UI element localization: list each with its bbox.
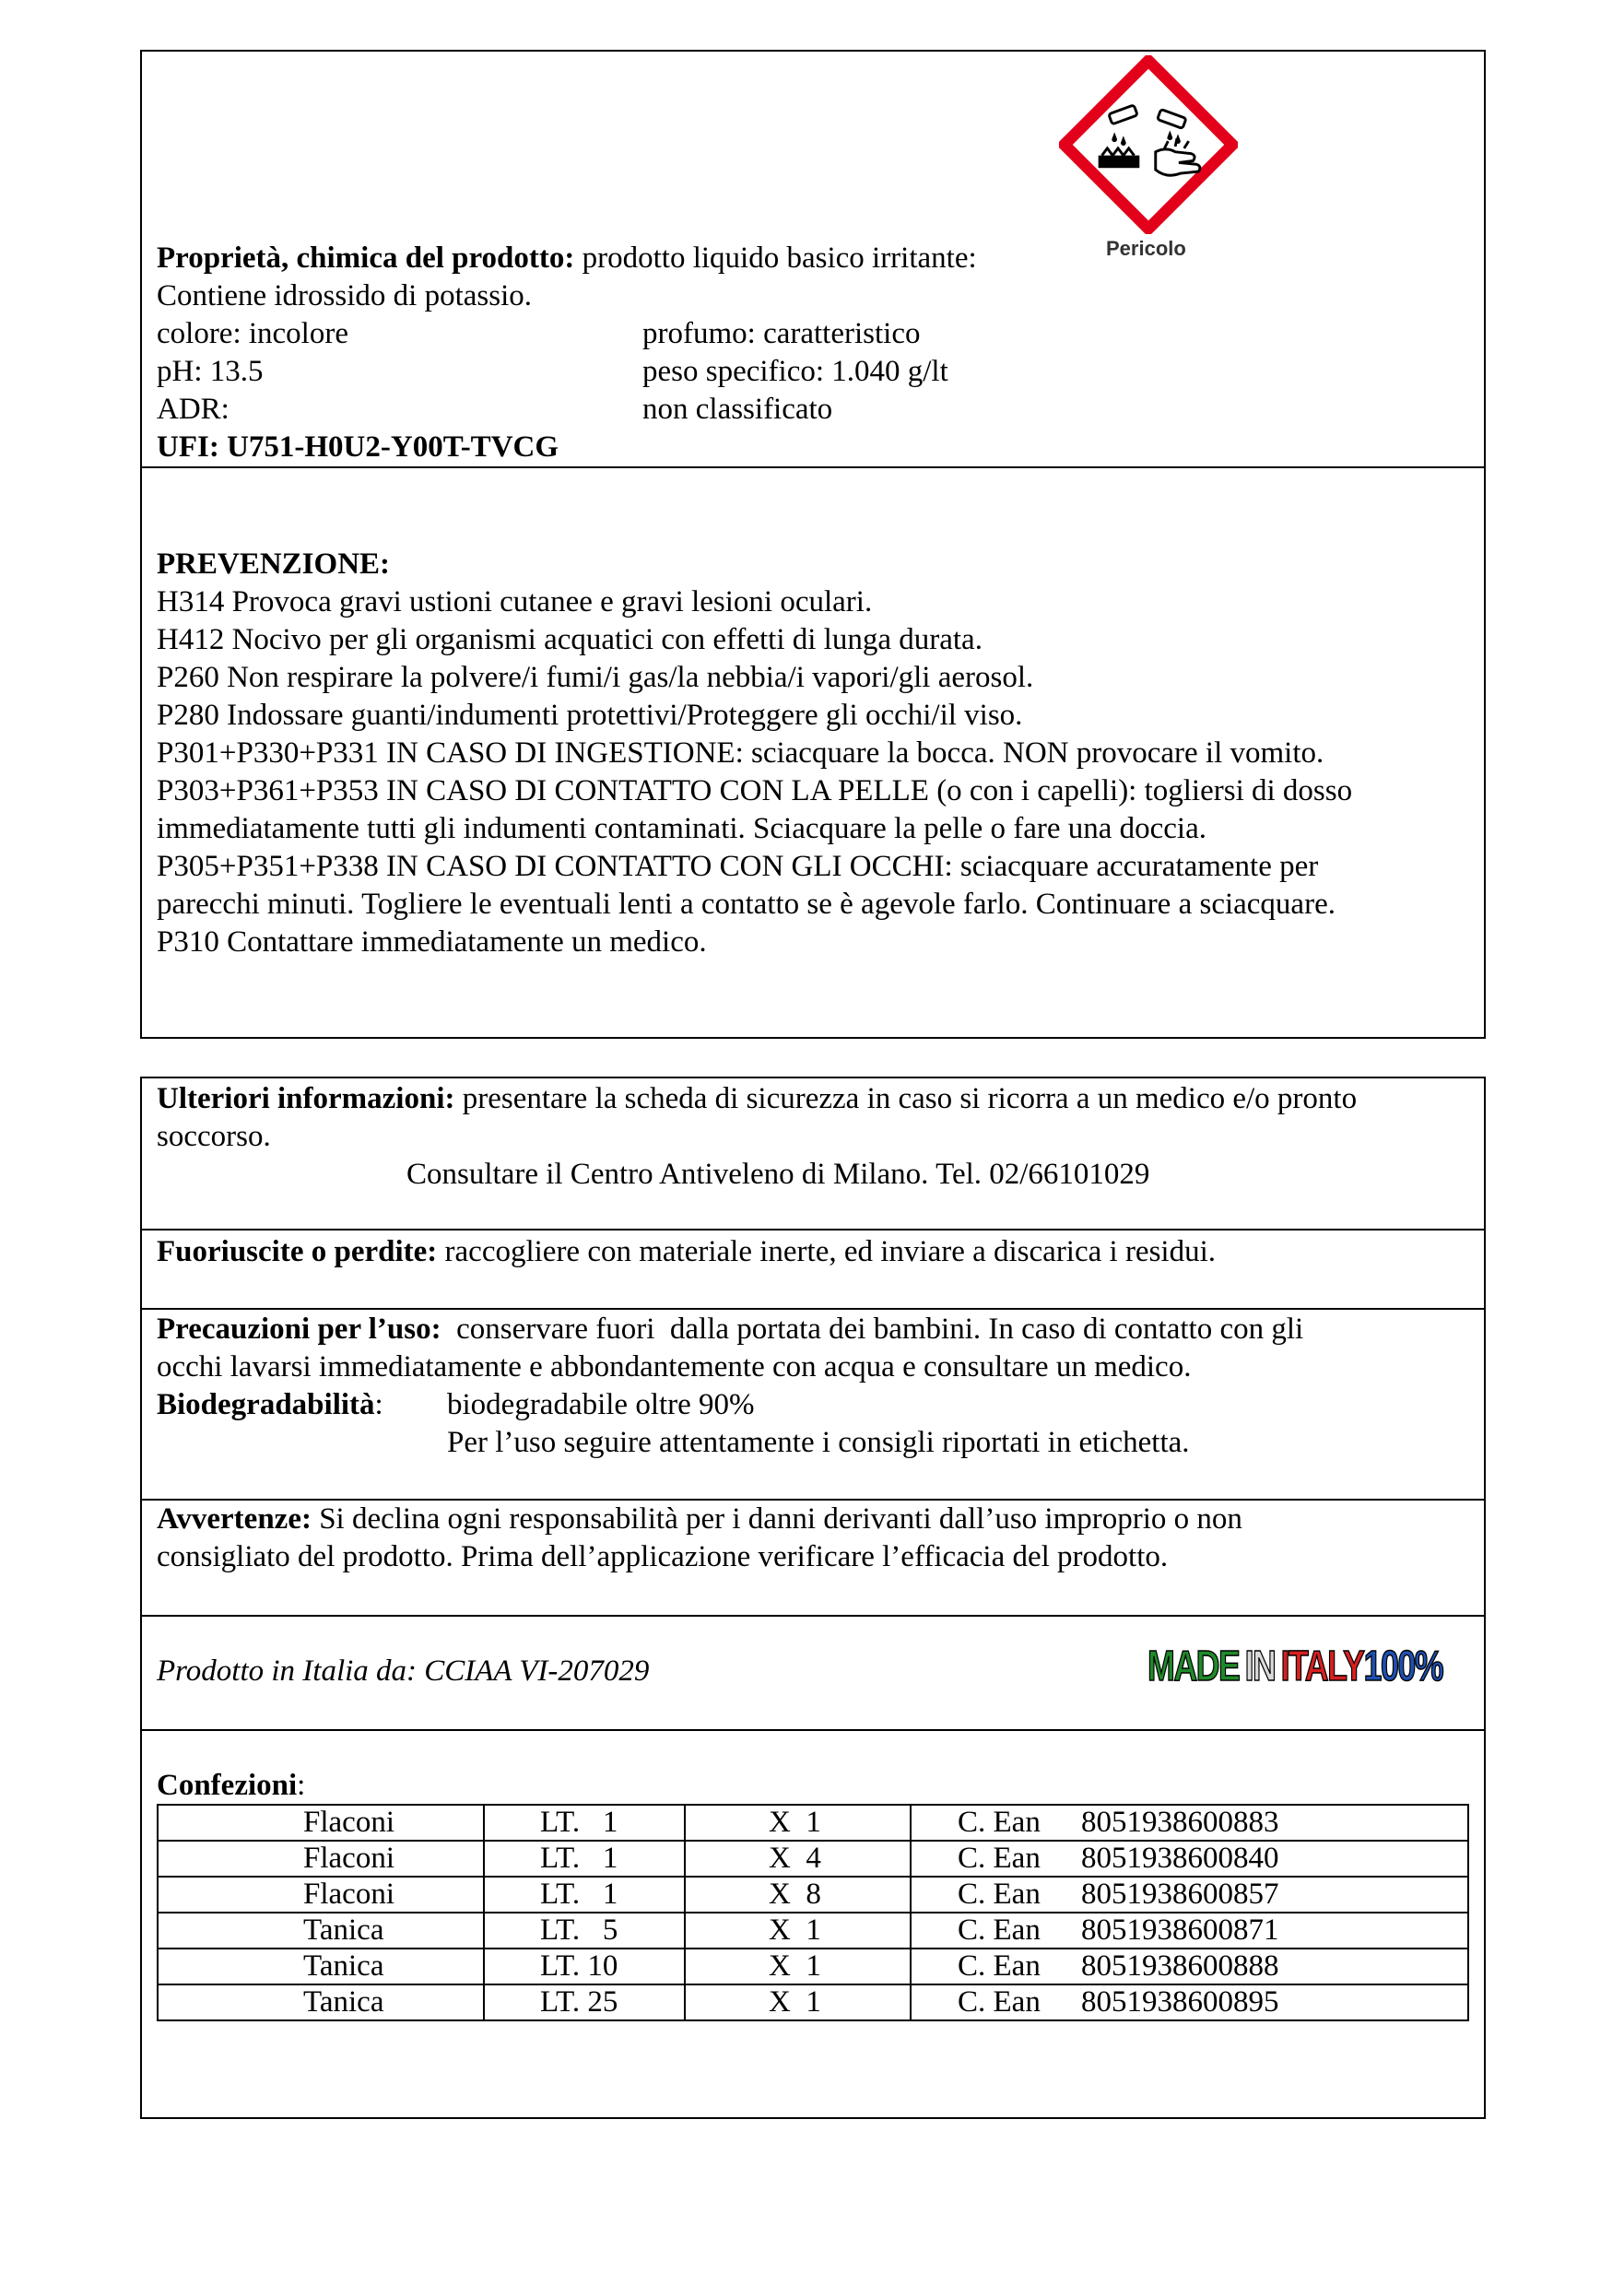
section-divider (142, 1729, 1484, 1731)
package-qty: X 1 (685, 1913, 911, 1949)
precautions-text: conservare fuori dalla portata dei bambini. In caso di contatto con gli (441, 1313, 1304, 1346)
table-row (158, 1805, 1468, 1841)
info-label: Ulteriori informazioni: (157, 1082, 455, 1115)
properties-line (157, 240, 977, 277)
percent-logo-word: 100% (1363, 1642, 1443, 1690)
biodegradability-label: Biodegradabilità (157, 1388, 375, 1421)
properties-description: prodotto liquido basico irritante: (574, 241, 977, 275)
prevention-line: P305+P351+P338 IN CASO DI CONTATTO CON GLI OCCHI: sciacquare accuratamente per (157, 850, 1319, 883)
biodegradability-line (157, 1386, 383, 1424)
prevention-line: P310 Contattare immediatamente un medico. (157, 925, 707, 959)
producer-text: Prodotto in Italia da: CCIAA VI-207029 (157, 1654, 650, 1688)
info-text: presentare la scheda di sicurezza in caso si ricorra a un medico e/o pronto (454, 1082, 1358, 1115)
ufi-code: UFI: U751-H0U2-Y00T-TVCG (157, 430, 559, 464)
packaging-table (157, 1804, 1469, 2021)
prevention-line: H412 Nocivo per gli organismi acquatici con effetti di lunga durata. (157, 623, 983, 656)
peso-text: peso specifico: 1.040 g/lt (642, 355, 948, 388)
prevention-line: H314 Provoca gravi ustioni cutanee e gravi lesioni oculari. (157, 585, 873, 618)
precautions-line (157, 1311, 1303, 1348)
prevention-line: P280 Indossare guanti/indumenti protettivi/Proteggere gli occhi/il viso. (157, 699, 1023, 732)
ean-code: 8051938600871 (1081, 1913, 1279, 1947)
ean-code: 8051938600895 (1081, 1985, 1279, 2019)
package-ean-cell (911, 1805, 1468, 1841)
package-size: LT. 1 (484, 1877, 685, 1913)
package-qty: X 8 (685, 1877, 911, 1913)
info-line (157, 1080, 1357, 1118)
package-size: LT. 5 (484, 1913, 685, 1949)
adr-label: ADR: (157, 393, 229, 426)
contains-text: Contiene idrossido di potassio. (157, 279, 532, 312)
precautions-label: Precauzioni per l’uso: (157, 1313, 441, 1346)
adr-value: non classificato (642, 393, 833, 426)
prevention-line: immediatamente tutti gli indumenti contaminati. Sciacquare la pelle o fare una doccia. (157, 812, 1206, 845)
package-qty: X 4 (685, 1841, 911, 1877)
section-divider (142, 1308, 1484, 1310)
ean-label: C. Ean (958, 1913, 1041, 1947)
packaging-title-line (157, 1767, 305, 1805)
usage-text: Per l’uso seguire attentamente i consigli riportati in etichetta. (447, 1426, 1190, 1459)
warnings-text-cont: consigliato del prodotto. Prima dell’applicazione verificare l’efficacia del prodotto. (157, 1540, 1169, 1573)
prevention-title: PREVENZIONE: (157, 548, 391, 581)
packaging-title-colon: : (297, 1769, 306, 1802)
ean-label: C. Ean (958, 1949, 1041, 1983)
signal-word: Pericolo (1106, 237, 1186, 260)
prevention-line: P260 Non respirare la polvere/i fumi/i gas/la nebbia/i vapori/gli aerosol. (157, 661, 1034, 694)
colore-text: colore: incolore (157, 317, 348, 350)
ean-label: C. Ean (958, 1985, 1041, 2019)
package-type: Tanica (158, 1984, 484, 2020)
warnings-text: Si declina ogni responsabilità per i danni derivanti dall’uso improprio o non (311, 1502, 1242, 1536)
package-qty: X 1 (685, 1805, 911, 1841)
spills-line (157, 1233, 1216, 1271)
biodegradability-colon: : (374, 1388, 383, 1421)
table-row (158, 1949, 1468, 1984)
package-ean-cell (911, 1913, 1468, 1949)
ean-label: C. Ean (958, 1842, 1041, 1875)
antiveleno-text: Consultare il Centro Antiveleno di Milano. Tel. 02/66101029 (406, 1158, 1150, 1191)
ph-text: pH: 13.5 (157, 355, 264, 388)
prevention-line: parecchi minuti. Togliere le eventuali lenti a contatto se è agevole farlo. Continuare a sciacquare. (157, 888, 1336, 921)
section-divider (142, 466, 1484, 468)
table-row (158, 1984, 1468, 2020)
precautions-text-cont: occhi lavarsi immediatamente e abbondantemente con acqua e consultare un medico. (157, 1350, 1192, 1383)
package-qty: X 1 (685, 1949, 911, 1984)
warnings-line (157, 1501, 1242, 1538)
warnings-label: Avvertenze: (157, 1502, 312, 1536)
made-in-italy-logo (1147, 1641, 1442, 1690)
package-size: LT. 10 (484, 1949, 685, 1984)
package-size: LT. 1 (484, 1841, 685, 1877)
section-divider (142, 1615, 1484, 1617)
package-type: Tanica (158, 1913, 484, 1949)
profumo-text: profumo: caratteristico (642, 317, 921, 350)
package-ean-cell (911, 1877, 1468, 1913)
ean-code: 8051938600883 (1081, 1806, 1279, 1839)
package-qty: X 1 (685, 1984, 911, 2020)
table-row (158, 1877, 1468, 1913)
section-divider (142, 1229, 1484, 1230)
italy-logo-word: ITALY (1280, 1642, 1364, 1690)
package-type: Flaconi (158, 1877, 484, 1913)
biodegradability-value: biodegradabile oltre 90% (447, 1388, 755, 1421)
spills-label: Fuoriuscite o perdite: (157, 1235, 438, 1268)
packaging-title: Confezioni (157, 1769, 298, 1802)
made-logo-word: MADE (1147, 1642, 1240, 1690)
package-type: Tanica (158, 1949, 484, 1984)
ean-code: 8051938600857 (1081, 1878, 1279, 1911)
info-text-cont: soccorso. (157, 1120, 271, 1153)
in-logo-word: IN (1244, 1642, 1276, 1690)
package-size: LT. 25 (484, 1984, 685, 2020)
ean-code: 8051938600888 (1081, 1949, 1279, 1983)
prevention-line: P303+P361+P353 IN CASO DI CONTATTO CON LA PELLE (o con i capelli): togliersi di dosso (157, 774, 1353, 807)
package-type: Flaconi (158, 1805, 484, 1841)
ean-code: 8051938600840 (1081, 1842, 1279, 1875)
ghs-corrosion-pictogram-icon (1059, 55, 1238, 234)
package-ean-cell (911, 1841, 1468, 1877)
table-row (158, 1913, 1468, 1949)
package-ean-cell (911, 1949, 1468, 1984)
spills-text: raccogliere con materiale inerte, ed inviare a discarica i residui. (437, 1235, 1217, 1268)
package-type: Flaconi (158, 1841, 484, 1877)
package-ean-cell (911, 1984, 1468, 2020)
package-size: LT. 1 (484, 1805, 685, 1841)
properties-label: Proprietà, chimica del prodotto: (157, 241, 575, 275)
table-row (158, 1841, 1468, 1877)
prevention-line: P301+P330+P331 IN CASO DI INGESTIONE: sciacquare la bocca. NON provocare il vomito. (157, 736, 1324, 770)
ean-label: C. Ean (958, 1806, 1041, 1839)
ean-label: C. Ean (958, 1878, 1041, 1911)
